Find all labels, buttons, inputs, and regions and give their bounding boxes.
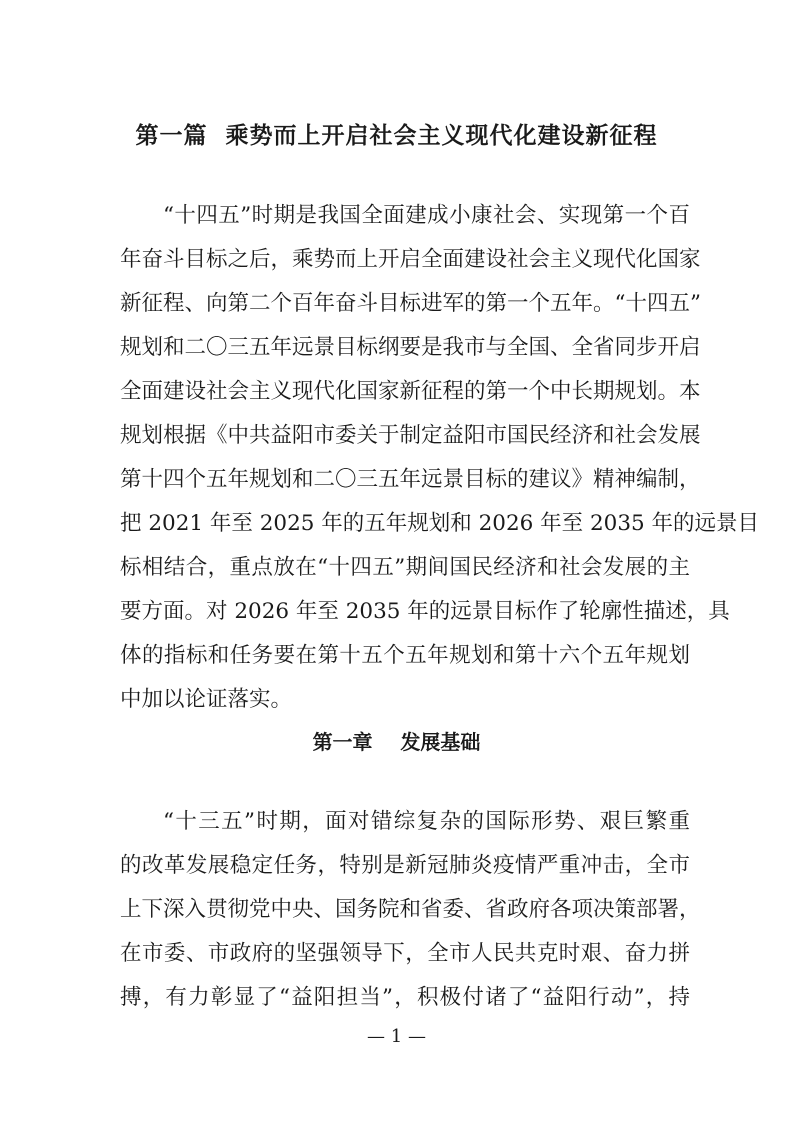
chapter-title: 第一章 发展基础 xyxy=(312,730,481,754)
paragraph-line: 全面建设社会主义现代化国家新征程的第一个中长期规划。本 xyxy=(120,379,701,404)
page-number: — 1 — xyxy=(367,1026,426,1047)
paragraph-line: 规划根据《中共益阳市委关于制定益阳市国民经济和社会发展 xyxy=(120,423,701,448)
paragraph-line: 体的指标和任务要在第十五个五年规划和第十六个五年规划 xyxy=(120,643,690,668)
paragraph-line: “十三五”时期，面对错综复杂的国际形势、艰巨繁重 xyxy=(163,809,690,834)
paragraph-line: 新征程、向第二个百年奋斗目标进军的第一个五年。“十四五” xyxy=(120,291,701,316)
paragraph-line: 中加以论证落实。 xyxy=(120,687,293,712)
paragraph-line: 要方面。对 2026 年至 2035 年的远景目标作了轮廓性描述，具 xyxy=(120,599,730,624)
paragraph-line: 在市委、市政府的坚强领导下，全市人民共克时艰、奋力拼 xyxy=(120,941,690,966)
part-title: 第一篇 乘势而上开启社会主义现代化建设新征程 xyxy=(135,123,658,149)
paragraph-line: 把 2021 年至 2025 年的五年规划和 2026 年至 2035 年的远景目 xyxy=(120,511,760,536)
paragraph-line: 上下深入贯彻党中央、国务院和省委、省政府各项决策部署， xyxy=(120,897,701,922)
paragraph-line: 标相结合，重点放在“十四五”期间国民经济和社会发展的主 xyxy=(120,555,690,580)
paragraph-line: 第十四个五年规划和二〇三五年远景目标的建议》精神编制， xyxy=(120,467,701,492)
paragraph-line: “十四五”时期是我国全面建成小康社会、实现第一个百 xyxy=(163,203,690,228)
paragraph-line: 年奋斗目标之后，乘势而上开启全面建设社会主义现代化国家 xyxy=(120,247,701,272)
paragraph-line: 规划和二〇三五年远景目标纲要是我市与全国、全省同步开启 xyxy=(120,335,701,360)
paragraph-line: 搏，有力彰显了“益阳担当”，积极付诸了“益阳行动”，持 xyxy=(120,985,690,1010)
paragraph-line: 的改革发展稳定任务，特别是新冠肺炎疫情严重冲击，全市 xyxy=(120,853,690,878)
